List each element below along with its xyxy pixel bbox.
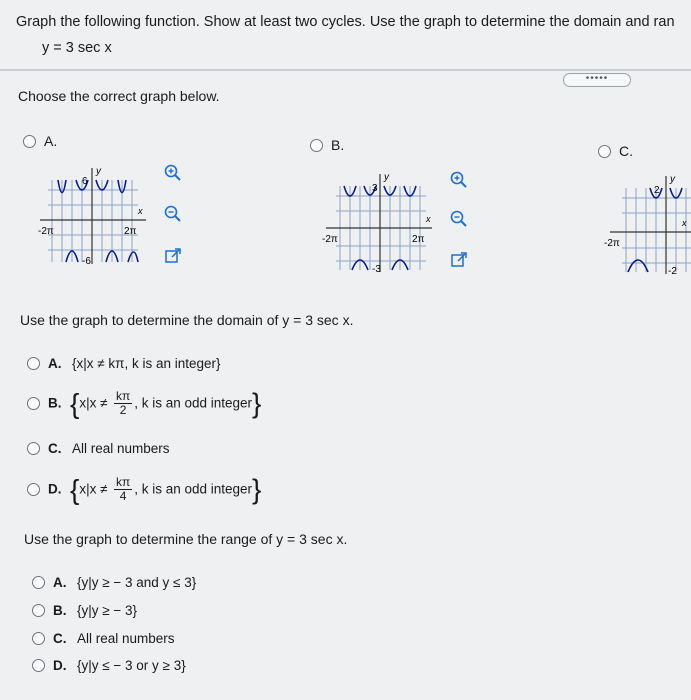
radio-range-d[interactable] [32,659,45,672]
graph-c-xaxis: x [682,218,687,228]
domain-instruction: Use the graph to determine the domain of y = 3 sec x. [20,312,354,328]
popout-icon[interactable] [163,246,183,266]
domain-option-c-label: C. [48,441,62,456]
domain-option-b[interactable] [27,387,262,419]
domain-option-c-text: All real numbers [71,441,170,456]
brace-close: } [252,473,262,505]
brace-open: { [69,387,80,419]
domain-option-d-fraction [114,476,132,503]
domain-option-a[interactable] [27,355,221,373]
graph-a-ybottom: -6 [82,256,91,267]
function-expression: y = 3 sec x [42,40,112,56]
radio-range-b[interactable] [32,604,45,617]
graph-option-c-label: C. [619,143,633,159]
range-option-c[interactable] [32,630,175,648]
range-option-a-text: {y|y ≥ − 3 and y ≤ 3} [76,575,197,590]
graph-option-b[interactable] [310,137,344,155]
fraction-numerator: kπ [115,475,131,489]
range-instruction: Use the graph to determine the range of y = 3 sec x. [24,531,348,547]
domain-option-b-label: B. [48,395,62,411]
graph-a-xleft: -2π [38,226,54,237]
graph-a-ytop: 6 [82,176,88,187]
divider [0,69,691,71]
graph-option-a[interactable] [23,133,57,151]
popout-icon[interactable] [449,250,469,270]
zoom-in-icon[interactable] [449,170,469,190]
radio-graph-c[interactable] [598,145,611,158]
graph-b[interactable] [322,166,440,276]
question-prompt: Graph the following function. Show at least two cycles. Use the graph to determine the domain and ran [16,14,675,30]
zoom-in-icon[interactable] [163,163,183,183]
expand-button[interactable]: ••••• [563,73,631,87]
domain-option-b-suffix: , k is an odd integer [134,395,253,411]
fraction-denominator: 4 [119,489,127,503]
fraction-denominator: 2 [119,403,127,417]
range-option-c-label: C. [53,631,67,646]
radio-domain-b[interactable] [27,397,40,410]
graph-option-b-label: B. [331,137,345,153]
domain-option-c[interactable] [27,440,170,458]
radio-domain-d[interactable] [27,483,40,496]
graph-b-xaxis: x [426,214,431,224]
range-option-d-text: {y|y ≤ − 3 or y ≥ 3} [76,658,186,673]
radio-graph-b[interactable] [310,139,323,152]
graph-c-ytop: 2 [654,185,660,196]
range-option-d[interactable] [32,657,186,675]
graph-b-ybottom: -3 [372,264,381,275]
graph-option-c[interactable] [598,143,633,161]
domain-option-d-label: D. [48,481,62,497]
graph-c-ybottom: -2 [668,266,677,277]
graph-c-yaxis: y [670,174,675,185]
range-option-a-label: A. [53,575,67,590]
domain-option-b-fraction [114,390,132,417]
domain-option-d-suffix: , k is an odd integer [134,481,253,497]
graph-a-yaxis: y [96,166,101,177]
range-option-b[interactable] [32,602,137,620]
domain-option-b-prefix: x|x ≠ [79,395,108,411]
range-option-c-text: All real numbers [76,631,175,646]
radio-range-c[interactable] [32,632,45,645]
range-option-b-label: B. [53,603,67,618]
graph-option-a-label: A. [44,133,58,149]
graph-b-xright: 2π [412,234,425,245]
graph-a-xright: 2π [124,226,137,237]
graph-a[interactable] [38,160,153,268]
graph-b-yaxis: y [384,172,389,183]
brace-close: } [252,387,262,419]
radio-domain-a[interactable] [27,357,40,370]
brace-open: { [69,473,80,505]
graph-instruction: Choose the correct graph below. [18,88,220,104]
range-option-a[interactable] [32,574,196,592]
graph-b-ytop: 3 [372,183,378,194]
fraction-numerator: kπ [115,389,131,403]
graph-c-xleft: -2π [604,238,620,249]
graph-a-xaxis: x [138,206,143,216]
domain-option-a-label: A. [48,356,62,371]
zoom-out-icon[interactable] [163,204,183,224]
domain-option-d-prefix: x|x ≠ [79,481,108,497]
domain-option-d[interactable] [27,473,262,505]
domain-option-a-text: {x|x ≠ kπ, k is an integer} [71,356,221,371]
graph-c[interactable] [604,168,691,278]
radio-graph-a[interactable] [23,135,36,148]
graph-b-xleft: -2π [322,234,338,245]
radio-range-a[interactable] [32,576,45,589]
zoom-out-icon[interactable] [449,209,469,229]
radio-domain-c[interactable] [27,442,40,455]
range-option-d-label: D. [53,658,67,673]
range-option-b-text: {y|y ≥ − 3} [76,603,138,618]
